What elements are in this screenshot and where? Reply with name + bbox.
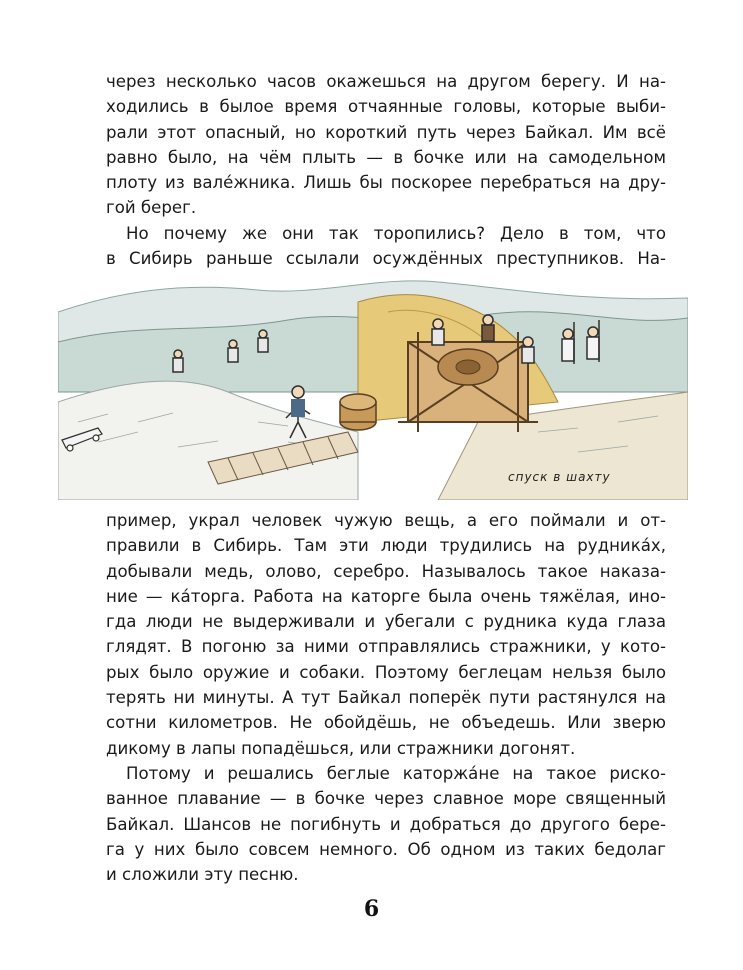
- text-line: гой берег.: [106, 198, 197, 218]
- text-line: ванное плавание — в бочке через славное море священный: [106, 789, 666, 809]
- mine-scene-drawing: [58, 272, 688, 500]
- text-line: Но почему же они так торопились? Дело в том, что: [126, 223, 666, 243]
- text-line: через несколько часов окажешься на другом берегу. И на-: [106, 72, 666, 91]
- text-line: рали этот опасный, но короткий путь через Байкал. Им всё: [106, 122, 666, 142]
- text-line: и сложили эту песню.: [106, 865, 299, 885]
- text-line: терять ни минуты. А тут Байкал поперёк пути растянулся на: [106, 688, 666, 708]
- text-line: Байкал. Шансов не погибнуть и добраться до другого бере-: [106, 814, 666, 834]
- text-line: ние — ка́торга. Работа на каторге была очень тяжёлая, ино-: [106, 586, 666, 606]
- text-line: гда люди не выдерживали и убегали с рудника куда глаза: [106, 612, 666, 632]
- text-line: сотни километров. Не обойдёшь, не объедешь. Или зверю: [106, 713, 666, 733]
- text-line: правили в Сибирь. Там эти люди трудились на рудника́х,: [106, 536, 666, 556]
- text-line: пример, украл человек чужую вещь, а его поймали и от-: [106, 511, 666, 530]
- text-block-top: [106, 69, 666, 271]
- mine-illustration: [58, 272, 688, 500]
- text-line: равно было, на чём плыть — в бочке или на самодельном: [106, 147, 666, 167]
- text-block-bottom: [106, 508, 666, 887]
- text-line: плоту из вале́жника. Лишь бы поскорее перебраться на дру-: [106, 173, 666, 193]
- text-line: Потому и решались беглые каторжа́не на такое риско-: [126, 763, 666, 783]
- text-line: в Сибирь раньше ссылали осуждённых преступников. На-: [106, 249, 666, 269]
- illustration-caption: спуск в шахту: [508, 470, 611, 484]
- text-line: глядят. В погоню за ними отправлялись стражники, у кото-: [106, 637, 666, 657]
- text-line: добывали медь, олово, серебро. Называлось такое наказа-: [106, 561, 666, 581]
- text-line: рых было оружие и собаки. Поэтому беглецам нельзя было: [106, 662, 666, 682]
- text-line: ходились в былое время отчаянные головы, которые выби-: [106, 97, 666, 117]
- text-line: дикому в лапы попадёшься, или стражники догонят.: [106, 738, 576, 758]
- text-line: га у них было совсем немного. Об одном из таких бедолаг: [106, 839, 666, 859]
- page-number: 6: [363, 896, 380, 922]
